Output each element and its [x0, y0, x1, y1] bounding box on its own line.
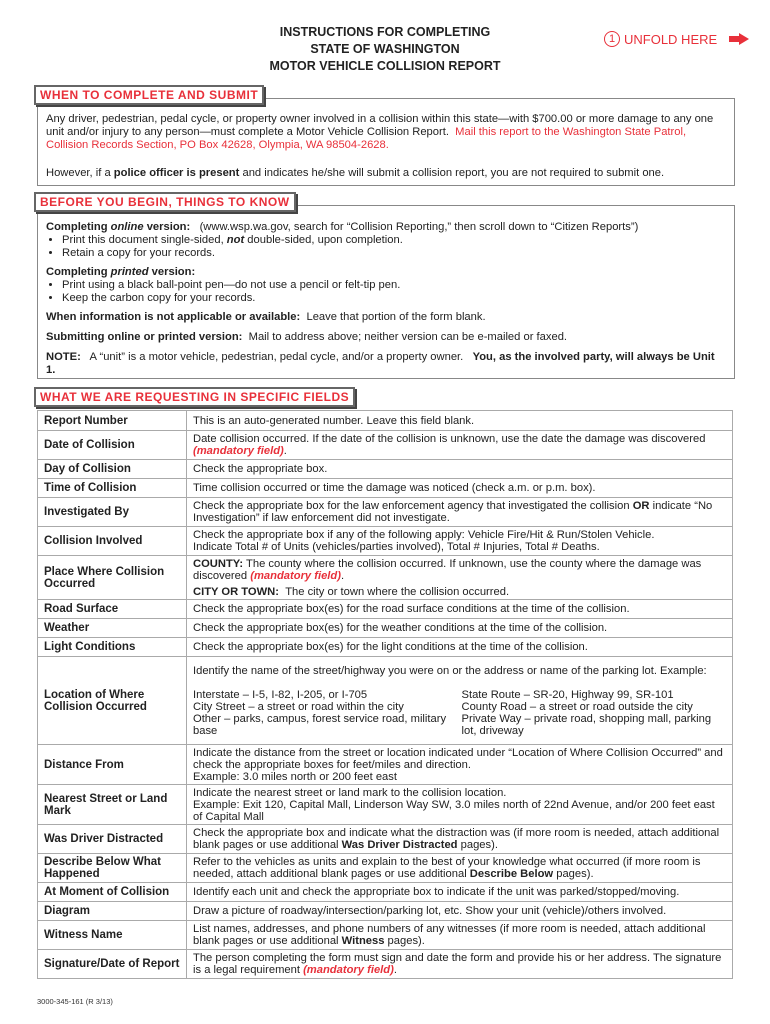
- field-description: Check the appropriate box(es) for the weather conditions at the time of the collision.: [187, 619, 733, 638]
- location-intro: Identify the name of the street/highway you were on or the address or name of the parking lot. Example:: [193, 664, 707, 677]
- table-row: [38, 745, 733, 785]
- field-label: Time of Collision: [38, 479, 187, 498]
- inv-bold: OR: [632, 500, 650, 512]
- field-description: Check the appropriate box(es) for the road surface conditions at the time of the collision.: [187, 600, 733, 619]
- field-label: Distance From: [38, 745, 187, 785]
- field-label: Investigated By: [38, 498, 187, 527]
- unfold-here-marker: [604, 31, 749, 47]
- unfold-label: UNFOLD HERE: [624, 31, 718, 47]
- table-row: [38, 785, 733, 825]
- before-box: [37, 205, 735, 379]
- field-label: Nearest Street or Land Mark: [38, 785, 187, 825]
- table-row: [38, 556, 733, 600]
- distance-example: Example: 3.0 miles north or 200 feet east: [193, 770, 397, 783]
- field-label: Road Surface: [38, 600, 187, 619]
- mandatory-marker: (mandatory field): [193, 445, 284, 457]
- field-description: [187, 657, 733, 745]
- distracted-bold: Was Driver Distracted: [341, 839, 458, 851]
- field-label: Collision Involved: [38, 527, 187, 556]
- title-line-2: STATE OF WASHINGTON: [310, 42, 460, 56]
- describe-b: pages).: [553, 868, 594, 880]
- location-example: County Road – a street or road outside the city: [461, 700, 693, 713]
- form-number: 3000-345-161 (R 3/13): [37, 997, 113, 1006]
- field-label: Was Driver Distracted: [38, 825, 187, 854]
- table-row: [38, 902, 733, 921]
- table-row: [38, 921, 733, 950]
- witness-a: List names, addresses, and phone numbers of any witnesses (if more room is needed, attach additional blank pages or use additional: [193, 923, 706, 947]
- when-paragraph-1: [46, 113, 726, 152]
- when-p2-a: However, if a: [46, 167, 114, 179]
- witness-b: pages).: [384, 935, 425, 947]
- online-bullets: [38, 234, 403, 260]
- table-row: [38, 431, 733, 460]
- na-text: Leave that portion of the form blank.: [306, 311, 486, 323]
- mailing-address: Mail this report to the Washington State Patrol, Collision Records Section, PO Box 42628, Olympia, WA 98504-2628.: [46, 126, 687, 151]
- field-label: Location of Where Collision Occurred: [38, 657, 187, 745]
- when-heading: WHEN TO COMPLETE AND SUBMIT: [34, 85, 264, 105]
- field-description: COUNTY: The county where the collision occurred. If unknown, use the county where the damage was discovered (mandatory field). CITY OR TOWN: The city or town where the collision occurred.: [187, 556, 733, 600]
- signature-text: The person completing the form must sign and date the form and provide his or her address. The signature is a legal requirement: [193, 952, 722, 976]
- table-row: [38, 411, 733, 431]
- field-label: Place Where Collision Occurred: [38, 556, 187, 600]
- field-label: At Moment of Collision: [38, 883, 187, 902]
- table-row: [38, 460, 733, 479]
- mandatory-marker: (mandatory field): [303, 964, 394, 976]
- field-description: This is an auto-generated number. Leave this field blank.: [187, 411, 733, 431]
- table-row: [38, 498, 733, 527]
- field-description: [187, 825, 733, 854]
- note-label: NOTE:: [46, 351, 81, 363]
- field-description: Time collision occurred or time the damage was noticed (check a.m. or p.m. box).: [187, 479, 733, 498]
- field-description: Draw a picture of roadway/intersection/parking lot, etc. Show your unit (vehicle)/others involved.: [187, 902, 733, 921]
- before-heading: BEFORE YOU BEGIN, THINGS TO KNOW: [34, 192, 296, 212]
- online-text: (www.wsp.wa.gov, search for “Collision Reporting,” then scroll down to “Citizen Reports”): [199, 221, 639, 233]
- table-row: [38, 479, 733, 498]
- when-p2-b: and indicates he/she will submit a collision report, you are not required to submit one.: [239, 167, 665, 179]
- location-example: City Street – a street or road within the city: [193, 700, 404, 713]
- not-applicable-line: [46, 311, 486, 324]
- distracted-b: pages).: [457, 839, 498, 851]
- online-b1-em: not: [226, 234, 245, 246]
- table-row: [38, 619, 733, 638]
- field-description: [187, 498, 733, 527]
- online-b1-a: Print this document single-sided,: [62, 234, 227, 246]
- submit-text: Mail to address above; neither version can be e-mailed or faxed.: [248, 331, 568, 343]
- printed-em: printed: [110, 266, 149, 278]
- list-item: • Keep the carbon copy for your records.: [62, 292, 400, 305]
- distracted-a: Check the appropriate box and indicate what the distraction was (if more room is needed, attach additional blank pages or use additional: [193, 827, 720, 851]
- arrow-right-icon: [739, 33, 749, 45]
- city-text: The city or town where the collision occurred.: [285, 585, 510, 598]
- field-description: Check the appropriate box(es) for the light conditions at the time of the collision.: [187, 638, 733, 657]
- table-row: [38, 883, 733, 902]
- table-row: [38, 854, 733, 883]
- location-examples: [193, 689, 726, 737]
- distance-text: Indicate the distance from the street or location indicated under “Location of Where Collision Occurred” and check the appropriate boxes for feet/miles and direction.: [193, 746, 723, 771]
- when-p1-text: Any driver, pedestrian, pedal cycle, or property owner involved in a collision within this state—with $700.00 or more damage to any one unit and/or injury to any person—must complete a Motor Vehicle Collision Report.: [46, 113, 714, 138]
- location-example: Private Way – private road, shopping mall, parking lot, driveway: [461, 712, 712, 737]
- list-item: [62, 234, 403, 247]
- nearest-example: Example: Exit 120, Capital Mall, Linderson Way SW, 3.0 miles north of 22nd Avenue, and/or 200 feet east of Capital Mall: [193, 798, 715, 823]
- submitting-line: [46, 331, 567, 344]
- online-version-line: [46, 221, 726, 234]
- inv-b: indicate “No Investigation” if law enforcement did not investigate.: [193, 500, 713, 524]
- involved-line-2: Indicate Total # of Units (vehicles/parties involved), Total # Injuries, Total # Deaths.: [193, 541, 600, 553]
- field-label: Witness Name: [38, 921, 187, 950]
- location-example: Interstate – I-5, I-82, I-205, or I-705: [193, 688, 368, 701]
- online-b: version:: [143, 221, 191, 233]
- field-description: Check the appropriate box.: [187, 460, 733, 479]
- table-row: [38, 825, 733, 854]
- field-description: [187, 527, 733, 556]
- table-row: [38, 600, 733, 619]
- online-b1-b: double-sided, upon completion.: [244, 234, 403, 246]
- table-row: [38, 950, 733, 979]
- online-em: online: [110, 221, 144, 233]
- city-label: CITY OR TOWN:: [193, 585, 279, 598]
- online-a: Completing: [46, 221, 111, 233]
- field-label: Report Number: [38, 411, 187, 431]
- location-example: State Route – SR-20, Highway 99, SR-101: [461, 688, 674, 701]
- nearest-text: Indicate the nearest street or land mark to the collision location.: [193, 786, 507, 799]
- title-line-1: INSTRUCTIONS FOR COMPLETING: [279, 25, 491, 39]
- field-description: The person completing the form must sign and date the form and provide his or her address. The signature is a legal requirement (mandatory field).: [187, 950, 733, 979]
- field-label: Day of Collision: [38, 460, 187, 479]
- county-label: COUNTY:: [193, 557, 244, 570]
- table-row: [38, 527, 733, 556]
- printed-b: version:: [148, 266, 196, 278]
- printed-version-line: [46, 266, 195, 279]
- location-example: Other – parks, campus, forest service road, military base: [193, 712, 447, 737]
- printed-bullets: [38, 279, 400, 305]
- list-item: • Retain a copy for your records.: [62, 247, 403, 260]
- involved-line-1: Check the appropriate box if any of the following apply: Vehicle Fire/Hit & Run/Stolen Vehicle.: [193, 529, 655, 541]
- table-row: [38, 638, 733, 657]
- mandatory-marker: (mandatory field): [250, 569, 341, 582]
- when-paragraph-2: [46, 167, 726, 180]
- na-label: When information is not applicable or available:: [46, 311, 301, 323]
- field-description: [187, 745, 733, 785]
- note-text: A “unit” is a motor vehicle, pedestrian, pedal cycle, and/or a property owner.: [89, 351, 464, 363]
- note-bold: You, as the involved party, will always be Unit 1.: [46, 351, 715, 376]
- fields-table: [37, 410, 733, 979]
- field-label: Diagram: [38, 902, 187, 921]
- field-label: Describe Below What Happened: [38, 854, 187, 883]
- submit-label: Submitting online or printed version:: [46, 331, 243, 343]
- when-box: [37, 98, 735, 186]
- field-description: [187, 785, 733, 825]
- describe-bold: Describe Below: [469, 868, 554, 880]
- county-text: The county where the collision occurred. If unknown, use the county where the damage was discovered: [193, 557, 702, 582]
- when-p2-bold: police officer is present: [113, 167, 240, 179]
- note-line: [46, 351, 726, 377]
- unfold-number: 1: [604, 31, 620, 47]
- table-row: [38, 657, 733, 745]
- field-description: Identify each unit and check the appropriate box to indicate if the unit was parked/stopped/moving.: [187, 883, 733, 902]
- field-description: [187, 921, 733, 950]
- date-text: Date collision occurred. If the date of the collision is unknown, use the date the damage was discovered: [193, 433, 706, 445]
- fields-heading: WHAT WE ARE REQUESTING IN SPECIFIC FIELDS: [34, 387, 355, 407]
- list-item: • Print using a black ball-point pen—do not use a pencil or felt-tip pen.: [62, 279, 400, 292]
- title-line-3: MOTOR VEHICLE COLLISION REPORT: [269, 59, 501, 73]
- inv-a: Check the appropriate box for the law enforcement agency that investigated the collision: [193, 500, 633, 512]
- describe-a: Refer to the vehicles as units and explain to the best of your knowledge what occurred (if more room is needed, attach additional blank pages or use additional: [193, 856, 701, 880]
- field-label: Light Conditions: [38, 638, 187, 657]
- witness-bold: Witness: [341, 935, 385, 947]
- field-label: Weather: [38, 619, 187, 638]
- field-label: Signature/Date of Report: [38, 950, 187, 979]
- field-description: Date collision occurred. If the date of the collision is unknown, use the date the damage was discovered (mandatory field).: [187, 431, 733, 460]
- printed-a: Completing: [46, 266, 111, 278]
- field-description: [187, 854, 733, 883]
- field-label: Date of Collision: [38, 431, 187, 460]
